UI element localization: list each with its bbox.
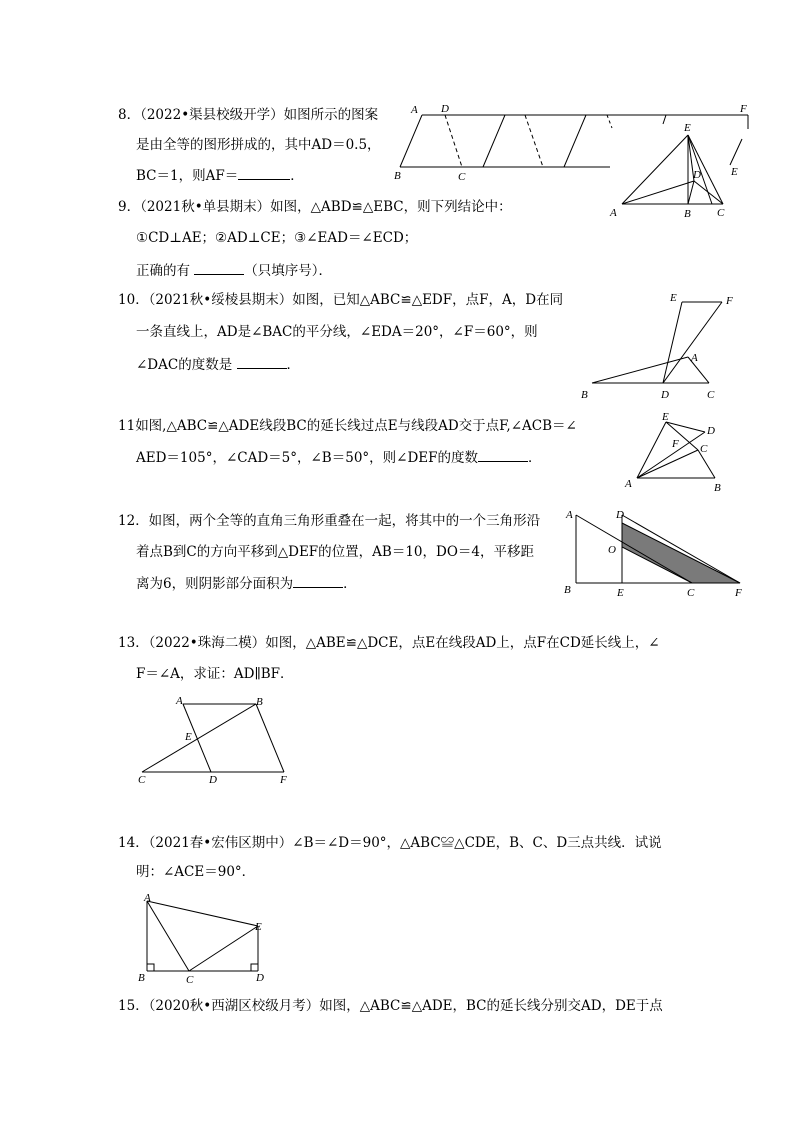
problem-9-line-2: ①CD⊥AE；②AD⊥CE；③∠EAD＝∠ECD； — [136, 230, 418, 246]
problem-text: ． — [290, 168, 304, 184]
problem-text: ． — [286, 357, 301, 373]
fig11-label-E: E — [662, 411, 669, 423]
problem-number: 14 — [118, 835, 136, 851]
fig12-label-A: A — [566, 509, 573, 521]
fig13-label-F: F — [280, 774, 287, 786]
problem-text: ．（2021春•宏伟区期中）∠B＝∠D＝90°，△ABC≌△CDE，B、C、D三点共线．试说 — [135, 835, 662, 851]
fig12-label-F: F — [735, 587, 742, 599]
fig14-label-A: A — [144, 892, 151, 904]
problem-13-line-2: F＝∠A，求证：AD∥BF． — [136, 666, 294, 682]
fig10-label-C: C — [707, 389, 715, 401]
fig14-label-D: D — [256, 972, 264, 984]
fig13-label-C: C — [138, 774, 146, 786]
fig11-label-D: D — [707, 425, 715, 437]
problem-text: ． — [343, 576, 357, 592]
fig14-label-B: B — [138, 972, 145, 984]
problem-text: AED＝105°，∠CAD＝5°，∠B＝50°，则∠DEF的度数 — [136, 450, 479, 466]
fig8-label-F: F — [740, 103, 747, 115]
fig11-label-F: F — [672, 438, 679, 450]
fig12-label-B: B — [564, 584, 571, 596]
fig14-label-C: C — [186, 974, 194, 986]
fig8-label-B: B — [394, 170, 401, 182]
problem-number: 8 — [118, 107, 127, 123]
fig8-label-A: A — [411, 104, 418, 116]
fig11-label-C: C — [700, 443, 708, 455]
problem-text: ． — [528, 450, 542, 466]
problem-15-line-1 — [118, 997, 663, 1015]
fig9-label-A: A — [610, 207, 617, 219]
fig13-label-A: A — [176, 695, 183, 707]
problem-text: 正确的有 — [136, 263, 195, 279]
fig9-label-E: E — [684, 122, 691, 134]
problem-8-line-2: 是由全等的图形拼成的，其中AD＝0.5， — [136, 137, 381, 153]
fig8-label-C: C — [458, 171, 466, 183]
problem-text: （只填序号）． — [244, 263, 333, 279]
fig11-label-A: A — [625, 478, 632, 490]
fig9-label-D: D — [693, 169, 701, 181]
problem-text: ．（2021秋•绥棱县期末）如图，已知△ABC≌△EDF，点F，A，D在同 — [135, 292, 564, 308]
fig14-label-E: E — [255, 921, 262, 933]
problem-text: ．（2020秋•西湖区校级月考）如图，△ABC≌△ADE，BC的延长线分别交AD，DE于点 — [135, 998, 663, 1014]
problem-text: ．（2022•渠县校级开学）如图所示的图案 — [126, 107, 379, 123]
problem-text: 如图,△ABC≌△ADE线段BC的延长线过点E与线段AD交于点F,∠ACB＝∠ — [135, 418, 577, 434]
problem-number: 9 — [118, 199, 127, 215]
fig8-label-D: D — [441, 103, 449, 115]
fig10-label-A: A — [691, 352, 698, 364]
fig12-label-D: D — [616, 509, 624, 521]
fig12-label-C: C — [687, 587, 695, 599]
fig13-label-B: B — [256, 696, 263, 708]
problem-number: 15 — [118, 998, 136, 1014]
fig12-label-E: E — [617, 587, 624, 599]
fig10-label-B: B — [581, 389, 588, 401]
problem-number: 13 — [118, 635, 136, 651]
fig13-label-E: E — [185, 731, 192, 743]
fig10-label-D: D — [661, 389, 669, 401]
problem-text: ∠DAC的度数是 — [136, 357, 237, 373]
fig12-label-O: O — [608, 544, 616, 556]
problem-10-line-2: 一条直线上，AD是∠BAC的平分线，∠EDA＝20°，∠F＝60°，则 — [136, 324, 538, 340]
fig9-label-C: C — [717, 207, 725, 219]
problem-text: 离为6，则阴影部分面积为 — [136, 576, 294, 592]
problem-14-line-2: 明：∠ACE＝90°． — [136, 864, 256, 880]
fig13-label-D: D — [209, 774, 217, 786]
fig8-label-E: E — [731, 166, 738, 178]
problem-text: ．（2021秋•单县期末）如图，△ABD≌△EBC，则下列结论中： — [126, 199, 512, 215]
problem-12-line-2: 着点B到C的方向平移到△DEF的位置，AB＝10，DO＝4，平移距 — [136, 544, 535, 560]
problem-text: ．如图，两个全等的直角三角形重叠在一起，将其中的一个三角形沿 — [135, 513, 541, 529]
problem-number: 12 — [118, 513, 136, 529]
fig11-label-B: B — [714, 482, 721, 494]
problem-number: 10 — [118, 292, 136, 308]
problem-number: 11 — [118, 418, 136, 434]
problem-text: BC＝1，则AF＝ — [136, 168, 239, 184]
fig9-label-B: B — [684, 208, 691, 220]
fig10-label-E: E — [670, 292, 677, 304]
fig10-label-F: F — [726, 295, 733, 307]
problem-text: ．（2022•珠海二模）如图，△ABE≌△DCE，点E在线段AD上，点F在CD延长线上，∠ — [135, 635, 660, 651]
